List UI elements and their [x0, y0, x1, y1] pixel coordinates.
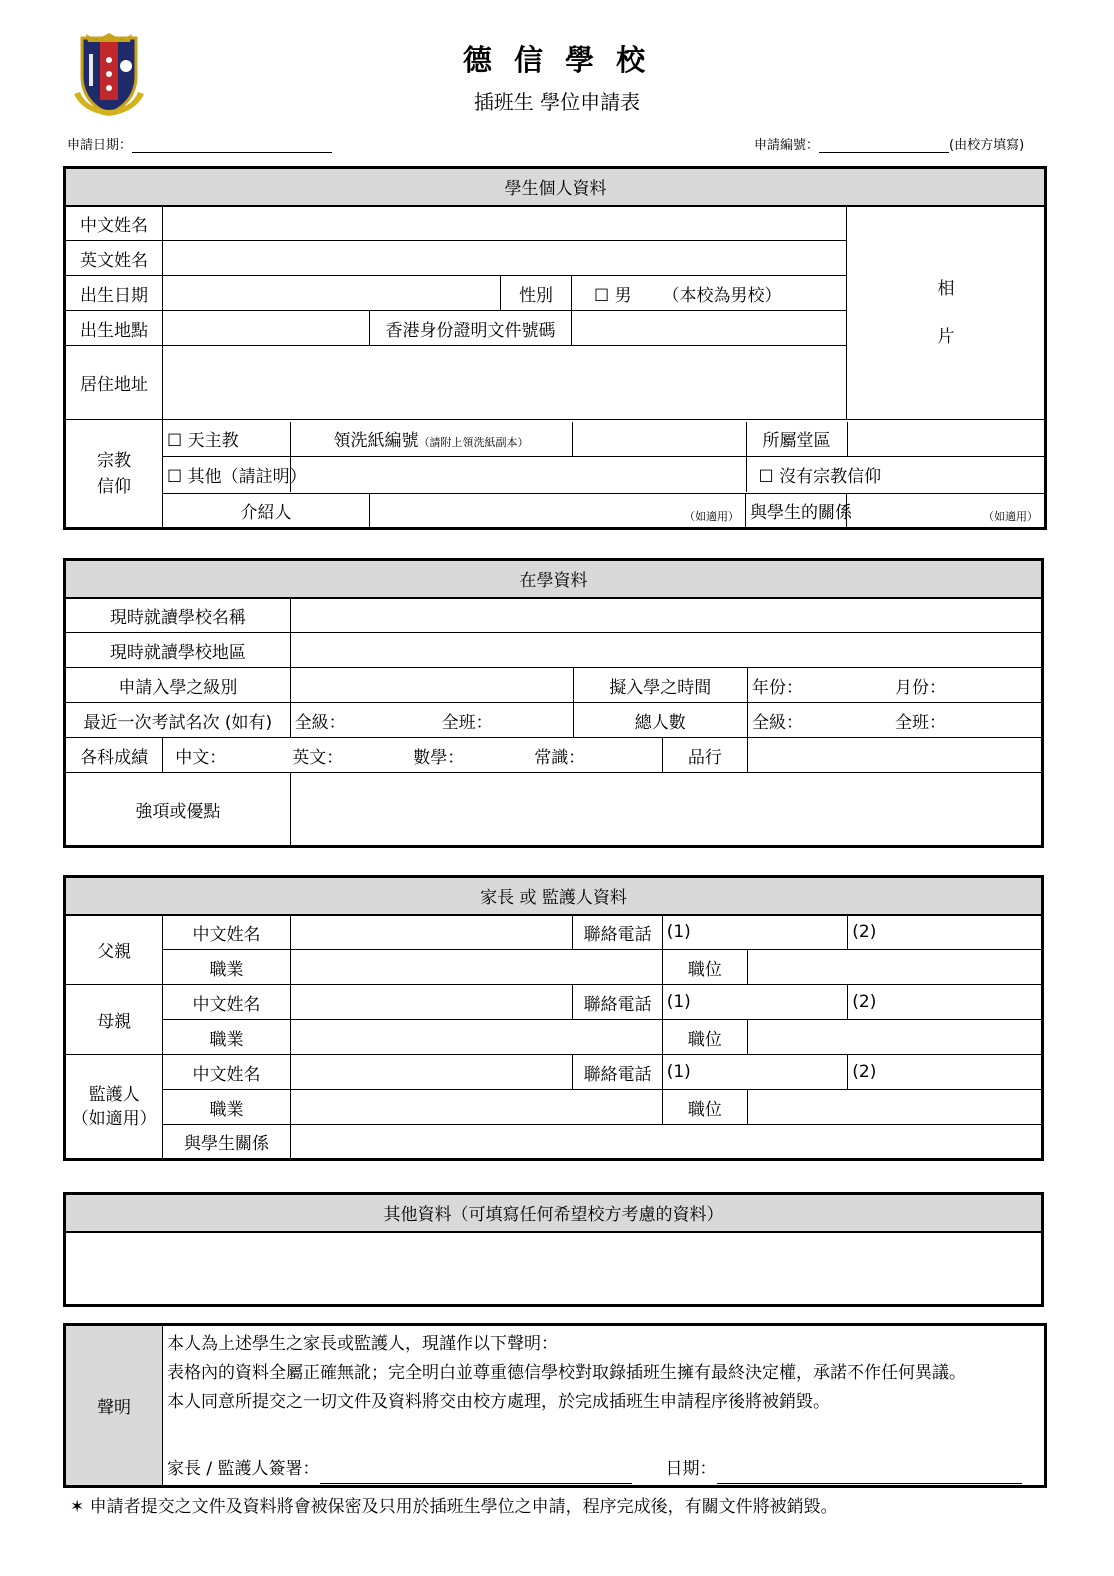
other-religion-checkbox[interactable]: ☐ 其他（請註明）	[163, 457, 290, 492]
baptism-no-field[interactable]	[572, 422, 746, 457]
hkid-label: 香港身份證明文件號碼	[370, 311, 572, 346]
recent-rank-label: 最近一次考試名次 (如有)	[65, 703, 291, 738]
personal-info-header: 學生個人資料	[65, 168, 1046, 206]
address-field[interactable]	[163, 346, 847, 420]
guardian-position-label: 職位	[662, 1090, 747, 1125]
guardian-cname-field[interactable]	[290, 1055, 573, 1090]
guardian-job-label: 職業	[163, 1090, 290, 1125]
declaration-body	[163, 1325, 1046, 1487]
guardian-phone-2-field[interactable]: (2)	[848, 1055, 1043, 1090]
birth-place-label: 出生地點	[65, 311, 163, 346]
class-total-label: 全班：	[895, 712, 947, 733]
guardian-relation-label: 與學生關係	[163, 1125, 290, 1160]
mother-label: 母親	[65, 985, 163, 1055]
mother-phone-1-field[interactable]: (1)	[662, 985, 848, 1020]
apply-level-field[interactable]	[290, 668, 573, 703]
signature-row	[167, 1455, 1040, 1484]
father-phone-label: 聯絡電話	[573, 915, 662, 950]
birth-date-label: 出生日期	[65, 276, 163, 311]
math-score-label: 數學：	[413, 747, 465, 768]
parents-info-header: 家長 或 監護人資料	[65, 877, 1043, 915]
other-info-header: 其他資料（可填寫任何希望校方考慮的資料）	[65, 1194, 1043, 1232]
father-cname-field[interactable]	[290, 915, 573, 950]
current-district-field[interactable]	[290, 633, 1042, 668]
declaration-line-1: 本人為上述學生之家長或監護人，現謹作以下聲明：	[167, 1334, 558, 1354]
strengths-label: 強項或優點	[65, 773, 291, 847]
relationship-note: （如適用）	[983, 510, 1038, 523]
sign-date-field[interactable]	[717, 1465, 1022, 1484]
referrer-label: 介紹人	[163, 494, 370, 529]
intended-time-label: 擬入學之時間	[573, 668, 748, 703]
form-rank-label: 全級：	[294, 712, 346, 733]
other-religion-field[interactable]	[290, 457, 746, 492]
religion-inner-wrap	[163, 420, 1046, 494]
intended-time-field[interactable]	[748, 668, 1043, 703]
referrer-note: （如適用）	[684, 510, 739, 523]
guardian-label	[65, 1055, 163, 1160]
class-rank-label: 全班：	[441, 712, 493, 733]
declaration-table	[63, 1323, 1047, 1488]
apply-no-label: 申請編號：	[754, 138, 820, 153]
apply-date-field[interactable]	[132, 138, 332, 153]
father-phone-1-field[interactable]: (1)	[662, 915, 848, 950]
gs-score-label: 常識：	[534, 747, 586, 768]
gender-cell	[572, 276, 847, 311]
mother-cname-field[interactable]	[290, 985, 573, 1020]
father-position-label: 職位	[662, 950, 747, 985]
religion-label	[65, 420, 163, 529]
total-field[interactable]	[748, 703, 1043, 738]
current-school-label: 現時就讀學校名稱	[65, 598, 291, 633]
baptism-no-text: 領洗紙編號	[333, 431, 419, 452]
gender-label: 性別	[501, 276, 572, 311]
school-name: 德 信 學 校	[462, 43, 652, 77]
chinese-name-field[interactable]	[163, 206, 847, 241]
father-job-field[interactable]	[290, 950, 662, 985]
apply-no-note: (由校方填寫)	[949, 138, 1025, 153]
english-name-field[interactable]	[163, 241, 847, 276]
catholic-checkbox[interactable]: ☐ 天主教	[163, 422, 290, 457]
referrer-field[interactable]	[370, 494, 746, 529]
personal-info-table	[63, 166, 1047, 530]
father-label: 父親	[65, 915, 163, 985]
photo-label-2: 片	[937, 326, 955, 347]
mother-position-label: 職位	[662, 1020, 747, 1055]
birth-place-field[interactable]	[163, 311, 370, 346]
address-label: 居住地址	[65, 346, 163, 420]
month-label: 月份：	[895, 677, 947, 698]
gender-note: （本校為男校）	[662, 285, 782, 306]
father-cname-label: 中文姓名	[163, 915, 290, 950]
apply-no-row	[754, 134, 1024, 153]
current-district-label: 現時就讀學校地區	[65, 633, 291, 668]
parents-info-table	[63, 875, 1044, 1161]
subjects-label: 各科成績	[65, 738, 163, 773]
father-job-label: 職業	[163, 950, 290, 985]
total-label: 總人數	[573, 703, 748, 738]
guardian-label-1: 監護人	[88, 1084, 140, 1105]
english-name-label: 英文姓名	[65, 241, 163, 276]
relationship-label: 與學生的關係	[746, 494, 847, 529]
guardian-phone-label: 聯絡電話	[573, 1055, 662, 1090]
guardian-job-field[interactable]	[290, 1090, 662, 1125]
guardian-label-2: （如適用）	[71, 1108, 157, 1129]
mother-cname-label: 中文姓名	[163, 985, 290, 1020]
school-info-header: 在學資料	[65, 560, 1043, 598]
apply-level-label: 申請入學之級別	[65, 668, 291, 703]
no-religion-checkbox[interactable]: ☐ 沒有宗教信仰	[746, 457, 1046, 492]
mother-phone-2-field[interactable]: (2)	[848, 985, 1043, 1020]
mother-position-field[interactable]	[747, 1020, 1042, 1055]
footnote: ✶ 申請者提交之文件及資料將會被保密及只用於插班生學位之申請，程序完成後，有關文件將被銷毀。	[70, 1497, 838, 1517]
other-info-field[interactable]	[65, 1232, 1043, 1306]
apply-date-label: 申請日期：	[67, 138, 133, 153]
conduct-field[interactable]	[748, 738, 1043, 773]
declaration-line-2: 表格內的資料全屬正確無訛；完全明白並尊重德信學校對取錄插班生擁有最終決定權，承諾不作任何異議。	[167, 1363, 966, 1383]
current-school-field[interactable]	[290, 598, 1042, 633]
form-total-label: 全級：	[752, 712, 804, 733]
gender-male-checkbox[interactable]: ☐ 男	[594, 285, 632, 306]
hkid-field[interactable]	[572, 311, 847, 346]
guardian-relation-field[interactable]	[290, 1125, 1042, 1160]
guardian-position-field[interactable]	[747, 1090, 1042, 1125]
signature-label: 家長 / 監護人簽署：	[167, 1459, 320, 1479]
strengths-field[interactable]	[290, 773, 1042, 847]
relationship-field[interactable]	[847, 494, 1046, 529]
declaration-label: 聲明	[65, 1325, 163, 1487]
guardian-cname-label: 中文姓名	[163, 1055, 290, 1090]
guardian-phone-1-field[interactable]: (1)	[662, 1055, 848, 1090]
other-info-table	[63, 1192, 1044, 1307]
mother-job-label: 職業	[163, 1020, 290, 1055]
father-position-field[interactable]	[747, 950, 1042, 985]
apply-no-field[interactable]	[819, 138, 949, 153]
photo-box[interactable]	[847, 206, 1046, 420]
birth-date-field[interactable]	[163, 276, 501, 311]
father-phone-2-field[interactable]: (2)	[848, 915, 1043, 950]
religion-label-1: 宗教	[97, 450, 131, 471]
declaration-line-3: 本人同意所提交之一切文件及資料將交由校方處理，於完成插班生申請程序後將被銷毀。	[167, 1392, 830, 1412]
chinese-name-label: 中文姓名	[65, 206, 163, 241]
form-title: 插班生 學位申請表	[473, 90, 641, 114]
mother-phone-label: 聯絡電話	[573, 985, 662, 1020]
mother-job-field[interactable]	[290, 1020, 662, 1055]
conduct-label: 品行	[662, 738, 747, 773]
baptism-no-label	[290, 422, 572, 457]
baptism-note: （請附上領洗紙副本）	[418, 436, 529, 450]
school-info-table	[63, 558, 1044, 848]
recent-rank-field[interactable]	[290, 703, 573, 738]
photo-label-1: 相	[937, 278, 955, 299]
signature-field[interactable]	[320, 1465, 632, 1484]
subjects-field[interactable]	[163, 738, 662, 773]
religion-label-2: 信仰	[97, 476, 131, 497]
parish-field[interactable]	[847, 422, 1046, 457]
apply-date-row	[67, 134, 332, 153]
parish-label: 所屬堂區	[746, 422, 847, 457]
english-score-label: 英文：	[292, 747, 344, 768]
chinese-score-label: 中文：	[175, 747, 227, 768]
sign-date-label: 日期：	[665, 1459, 717, 1479]
year-label: 年份：	[752, 677, 804, 698]
